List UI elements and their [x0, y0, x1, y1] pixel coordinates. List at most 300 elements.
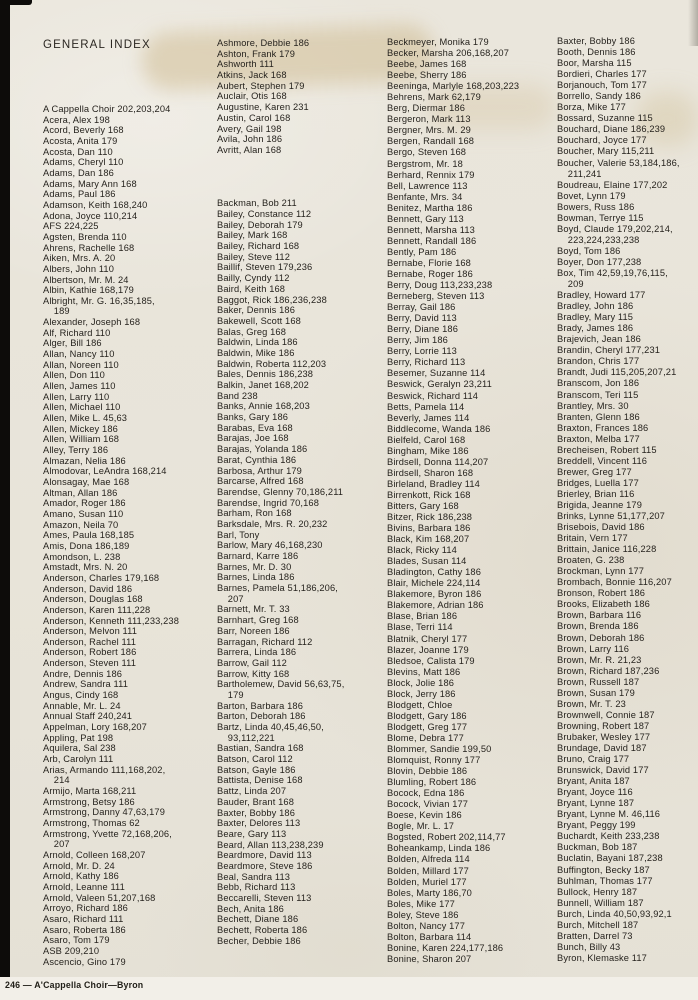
- index-entry: Brandin, Cheryl 177,231: [557, 345, 661, 356]
- column-gap: [217, 177, 387, 188]
- index-entry: Blakemore, Adrian 186: [387, 600, 484, 611]
- index-entry: Barksdale, Mrs. R. 20,232: [217, 518, 328, 529]
- index-entry: ASB 209,210: [43, 945, 100, 956]
- index-entry: Battz, Linda 207: [217, 786, 287, 797]
- index-entry: Boucher, Mary 115,211: [557, 146, 655, 157]
- index-entry: Asaro, Tom 179: [43, 935, 110, 946]
- index-entry: Avery, Gail 198: [217, 123, 282, 134]
- index-entry: A Cappella Choir 202,203,204: [43, 104, 171, 114]
- index-entry: Bunch, Billy 43: [557, 941, 621, 952]
- index-entry: Becher, Debbie 186: [217, 935, 301, 946]
- index-entry: Blair, Michele 224,114: [387, 578, 481, 589]
- index-entry: Borza, Mike 177: [557, 102, 626, 113]
- index-entry: Berray, Gail 186: [387, 302, 456, 313]
- index-entry: Bowers, Russ 186: [557, 201, 635, 212]
- index-entry: Buclatin, Bayani 187,238: [557, 853, 663, 864]
- index-entry: Bruno, Craig 177: [557, 754, 630, 765]
- index-entry: Barnes, Linda 186: [217, 572, 295, 583]
- index-entry: Aubert, Stephen 179: [217, 80, 305, 91]
- index-entry: Bryant, Lynne 187: [557, 798, 635, 809]
- index-entry: Barnes, Pamela 51,186,206,: [217, 583, 338, 594]
- index-entry: Burch, Mitchell 187: [557, 919, 639, 930]
- index-entry: Bullock, Henry 187: [557, 886, 638, 897]
- index-entry: Boyd, Claude 179,202,214,: [557, 223, 673, 234]
- index-entry: Banks, Gary 186: [217, 412, 289, 423]
- index-entry: Backman, Bob 211: [217, 198, 297, 209]
- index-entry: Barlow, Mary 46,168,230: [217, 540, 323, 551]
- index-entry: Beverly, James 114: [387, 412, 470, 423]
- index-entry: Bradley, Howard 177: [557, 290, 646, 301]
- index-entry: 211,241: [557, 168, 602, 179]
- index-entry: Branten, Glenn 186: [557, 411, 640, 422]
- index-entry: Bovet, Lynn 179: [557, 190, 626, 201]
- index-entry: 223,224,233,238: [557, 234, 640, 245]
- index-entry: Amador, Roger 186: [43, 498, 126, 509]
- index-entry: Barbosa, Arthur 179: [217, 465, 302, 476]
- index-entry: Amano, Susan 110: [43, 508, 124, 519]
- index-entry: Albin, Kathie 168,179: [43, 285, 134, 296]
- index-entry: Bitters, Gary 168: [387, 500, 459, 511]
- index-entry: Allen, Michael 110: [43, 402, 121, 413]
- index-entry: Adams, Paul 186: [43, 189, 116, 200]
- index-entry: Bernabe, Florie 168: [387, 257, 471, 268]
- index-entry: Bryant, Anita 187: [557, 776, 630, 787]
- index-entry: Batson, Carol 112: [217, 754, 293, 765]
- index-entry: Armstrong, Thomas 62: [43, 817, 140, 828]
- index-entry: Acosta, Dan 110: [43, 146, 113, 157]
- index-entry: Bryant, Lynne M. 46,116: [557, 809, 661, 820]
- index-entry: Barrow, Kitty 168: [217, 668, 290, 679]
- index-entry: Berhard, Rennix 179: [387, 169, 475, 180]
- index-entry: Boor, Marsha 115: [557, 58, 632, 69]
- index-entry: Blatnik, Cheryl 177: [387, 633, 468, 644]
- index-entry: Beardmore, David 113: [217, 850, 312, 861]
- index-entry: 189: [43, 306, 70, 317]
- index-entry: Brisebois, David 186: [557, 522, 645, 533]
- index-entry: Baldwin, Mike 186: [217, 347, 295, 358]
- index-entry: Anderson, Steven 111: [43, 658, 137, 669]
- index-entry: Alley, Terry 186: [43, 445, 109, 455]
- index-entry: Besemer, Suzanne 114: [387, 368, 486, 379]
- index-entry: Barajas, Yolanda 186: [217, 444, 308, 455]
- index-entry: Boudreau, Elaine 177,202: [557, 179, 668, 190]
- index-entry: Bolden, Millard 177: [387, 865, 469, 876]
- index-entry: Birrenkott, Rick 168: [387, 489, 471, 500]
- index-entry: Boyd, Tom 186: [557, 245, 621, 256]
- index-entry: 179: [217, 689, 244, 700]
- index-entry: Bailey, Deborah 179: [217, 219, 303, 230]
- index-entry: Boese, Kevin 186: [387, 810, 462, 821]
- index-entry: Beebe, Sherry 186: [387, 70, 467, 81]
- index-entry: Bergner, Mrs. M. 29: [387, 125, 471, 136]
- index-entry: Bailly, Cyndy 112: [217, 273, 290, 284]
- index-entry: Brockman, Lynn 177: [557, 566, 645, 577]
- index-entry: Brown, Richard 187,236: [557, 665, 660, 676]
- index-entry: Bradley, John 186: [557, 301, 634, 312]
- index-entry: Becker, Marsha 206,168,207: [387, 48, 509, 59]
- index-entry: Block, Jerry 186: [387, 688, 456, 699]
- index-entry: Breddell, Vincent 116: [557, 455, 648, 466]
- index-entry: Baxter, Delores 113: [217, 818, 301, 829]
- index-entry: Baxter, Bobby 186: [217, 807, 296, 818]
- index-entry: Burch, Linda 40,50,93,92,1: [557, 908, 672, 919]
- index-entry: Anderson, Charles 179,168: [43, 572, 160, 583]
- index-entry: Agsten, Brenda 110: [43, 231, 127, 242]
- index-entry: Allen, Mickey 186: [43, 423, 118, 434]
- index-entry: Adamson, Keith 168,240: [43, 199, 148, 210]
- index-entry: Box, Tim 42,59,19,76,115,: [557, 267, 668, 278]
- index-entry: Allen, Larry 110: [43, 391, 110, 402]
- index-entry: Augustine, Karen 231: [217, 102, 309, 113]
- index-entry: Arroyo, Richard 186: [43, 903, 128, 914]
- index-entry: Brinks, Lynne 51,177,207: [557, 511, 665, 522]
- index-entry: Barendse, Ingrid 70,168: [217, 497, 319, 508]
- index-entry: Armstrong, Danny 47,63,179: [43, 807, 165, 818]
- index-entry: Baldwin, Roberta 112,203: [217, 358, 327, 369]
- index-entry: Ahrens, Rachelle 168: [43, 242, 135, 253]
- index-entry: 214: [43, 775, 70, 786]
- index-entry: Bingham, Mike 186: [387, 445, 469, 456]
- index-entry: Braxton, Frances 186: [557, 422, 649, 433]
- index-entry: Angus, Cindy 168: [43, 690, 119, 701]
- index-entry: Bergo, Steven 168: [387, 147, 467, 158]
- index-entry: Blades, Susan 114: [387, 556, 467, 567]
- index-entry: Bartholemew, David 56,63,75,: [217, 679, 345, 690]
- index-entry: Armijo, Marta 168,211: [43, 786, 137, 796]
- index-entry: Bielfeld, Carol 168: [387, 434, 466, 445]
- index-entry: Bell, Lawrence 113: [387, 180, 468, 191]
- index-entry: Ames, Paula 168,185: [43, 530, 135, 541]
- index-entry: Bennett, Marsha 113: [387, 224, 475, 235]
- index-entry: Allen, James 110: [43, 381, 116, 392]
- index-entry: Brunswick, David 177: [557, 765, 649, 776]
- index-entry: Beccarelli, Steven 113: [217, 893, 312, 903]
- index-entry: Adams, Mary Ann 168: [43, 178, 137, 189]
- index-entry: Amazon, Neila 70: [43, 519, 119, 530]
- index-entry: Barl, Tony: [217, 529, 260, 540]
- index-entry: Acord, Beverly 168: [43, 125, 124, 136]
- index-entry: Ashworth 111: [217, 59, 274, 70]
- index-entry: Black, Ricky 114: [387, 545, 457, 556]
- index-entry: Brandt, Judi 115,205,207,21: [557, 367, 677, 378]
- index-entry: Barton, Barbara 186: [217, 700, 304, 711]
- index-entry: Bennett, Randall 186: [387, 235, 477, 246]
- index-entry: Berry, David 113: [387, 313, 457, 324]
- index-entry: Barham, Ron 168: [217, 508, 292, 519]
- index-entry: Berry, Lorrie 113: [387, 346, 457, 357]
- index-entry: Barcarse, Alfred 168: [217, 476, 304, 487]
- spine-strip-corner: [0, 0, 32, 5]
- index-entry: Anderson, Kenneth 111,233,238: [43, 615, 179, 626]
- index-entry: Benitez, Martha 186: [387, 202, 473, 213]
- index-entry: Beardmore, Steve 186: [217, 860, 313, 871]
- index-entry: Arnold, Leanne 111: [43, 881, 125, 892]
- index-entry: Allen, William 168: [43, 434, 120, 445]
- index-entry: Adams, Cheryl 110: [43, 157, 124, 168]
- index-entry: Benfante, Mrs. 34: [387, 191, 463, 202]
- index-entry: Anderson, Robert 186: [43, 647, 137, 658]
- index-entry: Berry, Richard 113: [387, 357, 466, 368]
- index-entry: Ashton, Frank 179: [217, 48, 296, 59]
- index-entry: Brubaker, Wesley 177: [557, 731, 651, 742]
- index-entry: Borrello, Sandy 186: [557, 91, 641, 102]
- index-entry: Alger, Bill 186: [43, 338, 102, 349]
- index-entry: Avila, John 186: [217, 134, 283, 145]
- index-entry: 207: [217, 593, 244, 604]
- index-entry: Arnold, Kathy 186: [43, 871, 119, 882]
- index-entry: Beeninga, Marlyle 168,203,223: [387, 81, 520, 92]
- index-entry: 207: [43, 839, 70, 850]
- page-title: GENERAL INDEX: [43, 39, 151, 51]
- index-entry: Beard, Allan 113,238,239: [217, 839, 324, 850]
- index-entry: Britain, Vern 177: [557, 533, 628, 544]
- index-entry: Blevins, Matt 186: [387, 666, 461, 677]
- index-entry: Buckman, Bob 187: [557, 842, 638, 853]
- index-entry: Blase, Brian 186: [387, 611, 458, 622]
- index-entry: Annable, Mr. L. 24: [43, 700, 121, 711]
- page-footer: 246 — A'Cappella Choir—Byron: [5, 980, 144, 990]
- index-entry: Brombach, Bonnie 116,207: [557, 577, 672, 588]
- index-entry: Baker, Dennis 186: [217, 305, 296, 316]
- index-entry: Arnold, Colleen 168,207: [43, 849, 146, 860]
- index-entry: Brittain, Janice 116,228: [557, 544, 657, 555]
- index-entry: Brown, Russell 187: [557, 676, 640, 687]
- index-entry: Booth, Dennis 186: [557, 47, 636, 58]
- index-entry: Bailey, Mark 168: [217, 230, 288, 241]
- index-entry: Bogle, Mr. L. 17: [387, 821, 455, 832]
- index-entry: Anderson, Melvon 111: [43, 626, 138, 637]
- index-entry: Amondson, L. 238: [43, 551, 121, 562]
- index-entry: Band 238: [217, 390, 258, 401]
- index-entry: Altman, Allan 186: [43, 487, 118, 498]
- index-entry: Armstrong, Yvette 72,168,206,: [43, 828, 172, 839]
- index-entry: Allen, Don 110: [43, 370, 105, 381]
- index-entry: Blommer, Sandie 199,50: [387, 744, 492, 754]
- index-entry: Bennett, Gary 113: [387, 213, 464, 224]
- column-gap: [217, 188, 387, 199]
- index-entry: Almodovar, LeAndra 168,214: [43, 466, 167, 477]
- index-entry: Aquilera, Sal 238: [43, 743, 116, 754]
- index-entry: Blazer, Joanne 179: [387, 644, 469, 655]
- index-entry: Banks, Annie 168,203: [217, 401, 310, 412]
- index-entry: Barton, Deborah 186: [217, 711, 306, 722]
- index-entry: Boucher, Valerie 53,184,186,: [557, 157, 680, 168]
- index-entry: Blomquist, Ronny 177: [387, 755, 481, 766]
- index-entry: Brownwell, Connie 187: [557, 709, 655, 720]
- index-entry: Battista, Denise 168: [217, 775, 303, 786]
- index-entry: Baldwin, Linda 186: [217, 337, 298, 348]
- index-entry: Anderson, Douglas 168: [43, 594, 143, 605]
- index-entry: Andre, Dennis 186: [43, 668, 123, 679]
- index-entry: Brewer, Greg 177: [557, 466, 632, 477]
- index-entry: Brown, Barbara 116: [557, 610, 642, 621]
- index-entry: Arb, Carolyn 111: [43, 754, 114, 765]
- index-entry: Berg, Diermar 186: [387, 103, 465, 114]
- index-entry: Arnold, Valeen 51,207,168: [43, 892, 156, 903]
- index-entry: Bunnell, William 187: [557, 897, 644, 908]
- index-entry: Bonine, Karen 224,177,186: [387, 942, 504, 953]
- spine-strip: [0, 0, 10, 977]
- index-entry: Brown, Susan 179: [557, 687, 635, 698]
- index-entry: Asaro, Richard 111: [43, 913, 124, 924]
- index-entry: Bechett, Diane 186: [217, 914, 299, 925]
- index-entry: Appelman, Lory 168,207: [43, 722, 147, 733]
- index-entry: Brandon, Chris 177: [557, 356, 640, 367]
- index-entry: Bossard, Suzanne 115: [557, 113, 653, 124]
- index-entry: Barnhart, Greg 168: [217, 615, 299, 626]
- index-entry: Beswick, Richard 114: [387, 390, 479, 401]
- index-entry: Bergen, Randall 168: [387, 136, 475, 147]
- index-entry: Amis, Dona 186,189: [43, 540, 130, 551]
- index-entry: Albertson, Mr. M. 24: [43, 274, 129, 285]
- index-entry: Barnard, Karre 186: [217, 551, 299, 561]
- index-entry: Brown, Brenda 186: [557, 621, 639, 632]
- index-entry: Branscom, Jon 186: [557, 378, 640, 389]
- index-entry: Bridges, Luella 177: [557, 477, 639, 488]
- index-entry: Anderson, Karen 111,228: [43, 604, 151, 615]
- index-entry: Black, Kim 168,207: [387, 534, 470, 545]
- index-entry: Birdsell, Donna 114,207: [387, 456, 489, 467]
- index-entry: 93,112,221: [217, 732, 275, 743]
- index-entry: Browning, Robert 187: [557, 720, 650, 731]
- index-entry: Block, Jolie 186: [387, 677, 455, 688]
- index-entry: Bailey, Richard 168: [217, 241, 300, 252]
- index-column-3: [387, 37, 557, 977]
- index-entry: Beare, Gary 113: [217, 828, 287, 839]
- index-entry: Barat, Cynthia 186: [217, 454, 297, 465]
- index-entry: Barr, Noreen 186: [217, 625, 290, 636]
- index-entry: Blovin, Debbie 186: [387, 766, 468, 777]
- index-entry: Albright, Mr. G. 16,35,185,: [43, 295, 155, 306]
- index-entry: Allan, Nancy 110: [43, 349, 115, 360]
- index-entry: Blodgett, Gary 186: [387, 710, 467, 721]
- index-entry: Barrow, Gail 112: [217, 657, 287, 668]
- index-entry: Borjanouch, Tom 177: [557, 80, 647, 91]
- index-entry: Brooks, Elizabeth 186: [557, 599, 650, 610]
- index-entry: Brantley, Mrs. 30: [557, 400, 629, 411]
- index-entry: Annual Staff 240,241: [43, 711, 133, 722]
- index-entry: Anderson, David 186: [43, 583, 133, 594]
- index-entry: Bolden, Muriel 177: [387, 876, 467, 887]
- index-entry: Alexander, Joseph 168: [43, 317, 141, 328]
- index-entry: Brown, Mr. T. 23: [557, 698, 626, 709]
- index-entry: Bivins, Barbara 186: [387, 523, 471, 534]
- index-entry: Alonsagay, Mae 168: [43, 476, 130, 487]
- index-entry: Bolden, Alfreda 114: [387, 854, 470, 865]
- index-entry: Asaro, Roberta 186: [43, 924, 126, 935]
- index-entry: Anderson, Rachel 111: [43, 636, 137, 647]
- index-entry: Baggot, Rick 186,236,238: [217, 294, 327, 305]
- index-entry: Brundage, David 187: [557, 743, 647, 753]
- index-entry: Broaten, G. 238: [557, 555, 625, 566]
- index-entry: Beswick, Geralyn 23,211: [387, 379, 492, 390]
- index-entry: Bocock, Edna 186: [387, 788, 465, 799]
- index-entry: Bonine, Sharon 207: [387, 953, 472, 964]
- index-entry: Adams, Dan 186: [43, 167, 114, 178]
- index-entry: Bocock, Vivian 177: [387, 799, 469, 810]
- index-entry: Bryant, Peggy 199: [557, 820, 636, 831]
- index-entry: Bergeron, Mark 113: [387, 114, 471, 125]
- index-entry: Bergstrom, Mr. 18: [387, 158, 463, 169]
- index-entry: Bordieri, Charles 177: [557, 69, 647, 80]
- index-entry: Beebe, James 168: [387, 59, 467, 70]
- index-entry: Brecheisen, Robert 115: [557, 444, 657, 455]
- index-entry: Bebb, Richard 113: [217, 882, 296, 893]
- index-entry: Bratten, Darrel 73: [557, 930, 633, 941]
- index-entry: Brown, Larry 116: [557, 643, 630, 654]
- index-entry: Berry, Doug 113,233,238: [387, 280, 493, 291]
- index-entry: Amstadt, Mrs. N. 20: [43, 562, 128, 573]
- index-entry: Austin, Carol 168: [217, 112, 291, 123]
- index-entry: Arnold, Mr. D. 24: [43, 860, 115, 871]
- index-entry: Bowman, Terrye 115: [557, 212, 644, 223]
- index-entry: Buffington, Becky 187: [557, 864, 650, 875]
- index-entry: Barabas, Eva 168: [217, 422, 293, 433]
- index-entry: Biddlecome, Wanda 186: [387, 423, 491, 434]
- index-entry: Allen, Mike L. 45,63: [43, 413, 128, 424]
- column-gap: [217, 156, 387, 167]
- index-entry: Berry, Diane 186: [387, 324, 458, 335]
- column-gap: [217, 166, 387, 177]
- index-entry: Boheankamp, Linda 186: [387, 843, 491, 854]
- index-entry: Baxter, Bobby 186: [557, 36, 636, 46]
- index-entry: Aiken, Mrs. A. 20: [43, 253, 116, 264]
- index-entry: Brajevich, Jean 186: [557, 334, 641, 345]
- index-entry: Bakewell, Scott 168: [217, 315, 301, 326]
- index-entry: AFS 224,225: [43, 221, 99, 232]
- index-entry: Bartz, Linda 40,45,46,50,: [217, 722, 324, 732]
- index-entry: Bech, Anita 186: [217, 903, 284, 914]
- index-entry: Bledsoe, Calista 179: [387, 655, 475, 666]
- index-entry: Bailey, Steve 112: [217, 251, 291, 262]
- index-entry: Bradley, Mary 115: [557, 312, 634, 323]
- index-entry: Andrew, Sandra 111: [43, 679, 129, 690]
- index-entry: Ashmore, Debbie 186: [217, 38, 310, 48]
- index-entry: Baillif, Steven 179,236: [217, 262, 313, 273]
- index-entry: Byron, Klemaske 117: [557, 952, 647, 963]
- index-entry: Beal, Sandra 113: [217, 871, 291, 882]
- index-entry: Boyer, Don 177,238: [557, 256, 642, 267]
- index-entry: Alf, Richard 110: [43, 327, 111, 338]
- index-entry: Barnett, Mr. T. 33: [217, 604, 290, 615]
- index-entry: Berry, Jim 186: [387, 335, 448, 346]
- index-entry: Acera, Alex 198: [43, 114, 110, 125]
- index-entry: 209: [557, 279, 584, 290]
- index-entry: Armstrong, Betsy 186: [43, 796, 135, 807]
- index-entry: Barrera, Linda 186: [217, 647, 297, 658]
- index-entry: Brady, James 186: [557, 323, 634, 334]
- index-entry: Blome, Debra 177: [387, 732, 464, 743]
- index-entry: Brigida, Jeanne 179: [557, 499, 642, 510]
- index-entry: Barragan, Richard 112: [217, 636, 313, 647]
- index-entry: Brown, Mr. R. 21,23: [557, 654, 642, 665]
- index-entry: Barajas, Joe 168: [217, 433, 289, 444]
- index-entry: Boles, Mike 177: [387, 898, 455, 909]
- index-entry: Beckmeyer, Monika 179: [387, 37, 489, 47]
- index-entry: Bales, Dennis 186,238: [217, 369, 314, 380]
- index-entry: Almazan, Nelia 186: [43, 455, 126, 466]
- index-entry: Allan, Noreen 110: [43, 359, 119, 370]
- index-entry: Buchardt, Keith 233,238: [557, 831, 660, 842]
- index-entry: Braxton, Melba 177: [557, 433, 640, 444]
- index-entry: Blodgett, Chloe: [387, 699, 453, 710]
- index-entry: Bastian, Sandra 168: [217, 743, 304, 754]
- index-entry: Balas, Greg 168: [217, 326, 286, 337]
- index-entry: Acosta, Anita 179: [43, 135, 118, 146]
- index-column-2: [217, 38, 387, 977]
- index-entry: Branscom, Teri 115: [557, 389, 639, 400]
- index-entry: Bauder, Brant 168: [217, 796, 294, 807]
